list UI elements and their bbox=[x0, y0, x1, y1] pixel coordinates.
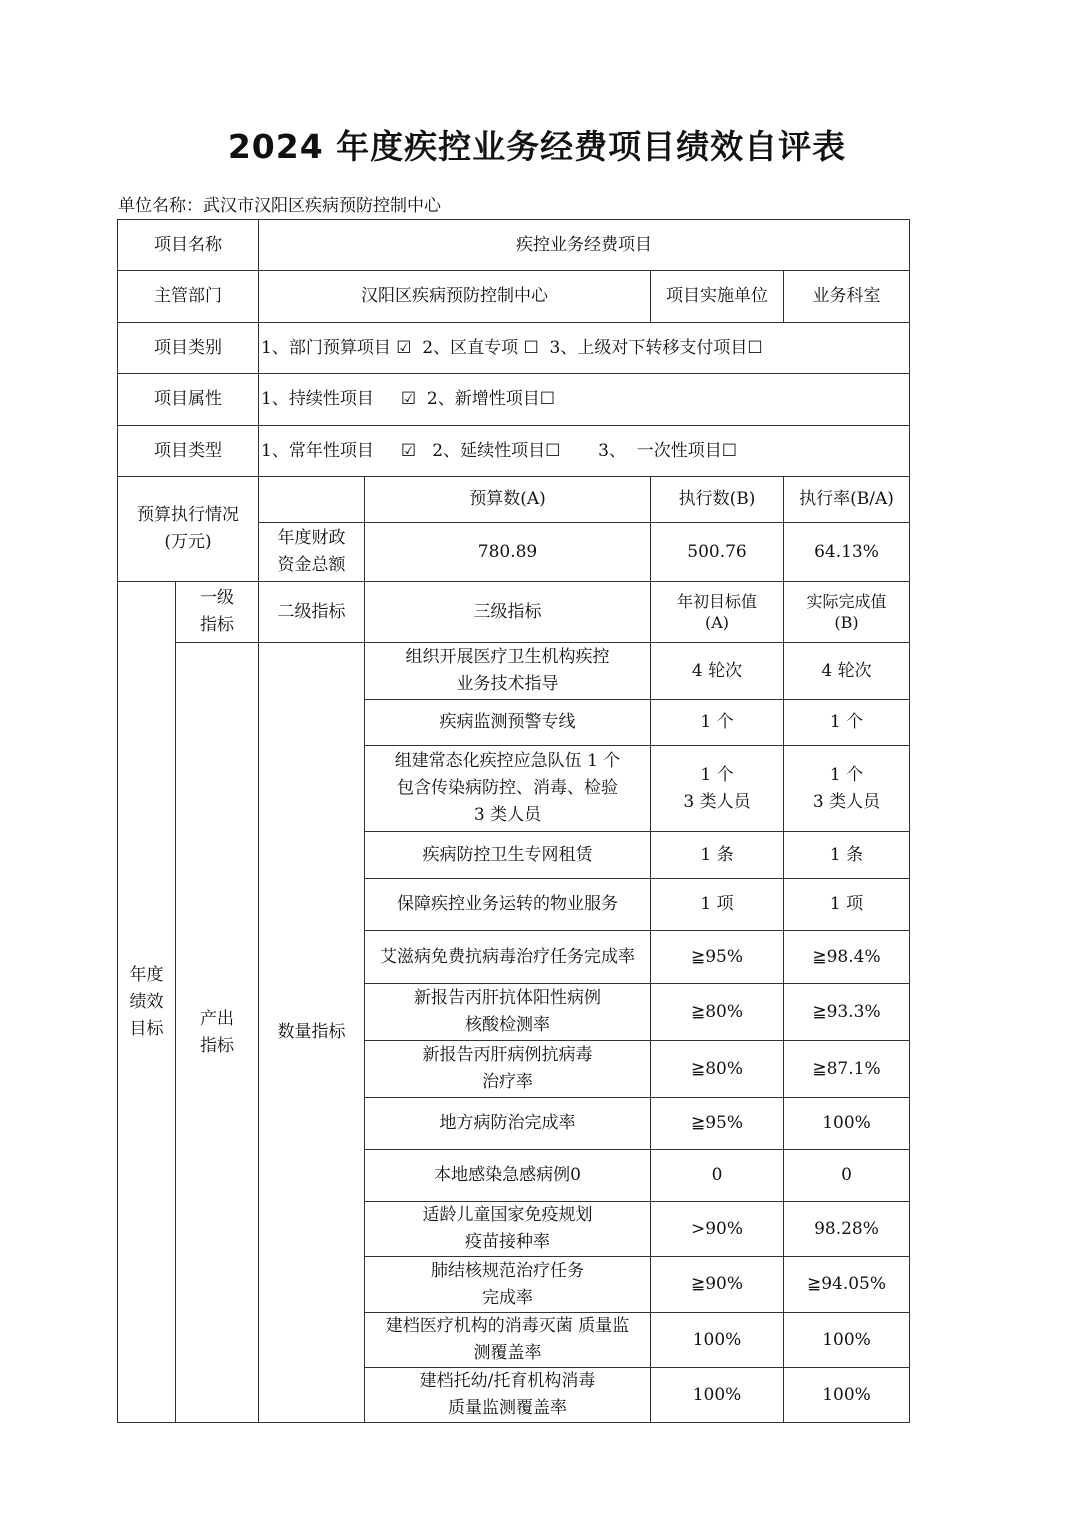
type-label: 项目类型 bbox=[118, 426, 259, 477]
budget-row-label: 年度财政 资金总额 bbox=[259, 523, 365, 582]
indicator-target: ≧95% bbox=[651, 931, 784, 984]
col-budget-amount: 预算数(A) bbox=[365, 477, 651, 523]
indicator-name: 肺结核规范治疗任务 完成率 bbox=[365, 1257, 651, 1313]
row-department bbox=[118, 271, 910, 323]
indicator-target: 1 项 bbox=[651, 879, 784, 931]
col-exec-rate: 执行率(B/A) bbox=[784, 477, 910, 523]
document-title: 2024 年度疾控业务经费项目绩效自评表 bbox=[227, 127, 847, 166]
indicator-target: 1 个 3 类人员 bbox=[651, 746, 784, 832]
indicator-actual: ≧87.1% bbox=[784, 1041, 910, 1098]
header-level1: 一级 指标 bbox=[176, 582, 259, 643]
indicator-actual: 1 条 bbox=[784, 832, 910, 879]
indicator-target: 100% bbox=[651, 1313, 784, 1368]
indicator-target: 1 个 bbox=[651, 700, 784, 746]
header-actual: 实际完成值 (B) bbox=[784, 582, 910, 643]
indicator-name: 建档医疗机构的消毒灭菌 质量监 测覆盖率 bbox=[365, 1313, 651, 1368]
indicator-actual: ≧94.05% bbox=[784, 1257, 910, 1313]
indicator-actual: 100% bbox=[784, 1368, 910, 1423]
impl-unit-value: 业务科室 bbox=[784, 271, 910, 323]
indicator-actual: 100% bbox=[784, 1313, 910, 1368]
row-type bbox=[118, 426, 910, 477]
indicator-name: 组建常态化疾控应急队伍 1 个 包含传染病防控、消毒、检验 3 类人员 bbox=[365, 746, 651, 832]
attribute-options: 1、持续性项目 ☑ 2、新增性项目☐ bbox=[259, 374, 910, 426]
indicator-target: 100% bbox=[651, 1368, 784, 1423]
indicator-target: ≧95% bbox=[651, 1098, 784, 1150]
category-label: 项目类别 bbox=[118, 323, 259, 374]
row-indicator-header bbox=[118, 582, 910, 643]
row-attribute bbox=[118, 374, 910, 426]
indicator-name: 艾滋病免费抗病毒治疗任务完成率 bbox=[365, 931, 651, 984]
indicator-name: 保障疾控业务运转的物业服务 bbox=[365, 879, 651, 931]
header-target: 年初目标值 (A) bbox=[651, 582, 784, 643]
col-exec-amount: 执行数(B) bbox=[651, 477, 784, 523]
indicator-target: >90% bbox=[651, 1202, 784, 1257]
level1-indicator: 产出 指标 bbox=[176, 643, 259, 1423]
perf-group-label: 年度 绩效 目标 bbox=[118, 582, 176, 1423]
indicator-actual: 1 个 bbox=[784, 700, 910, 746]
department-label: 主管部门 bbox=[118, 271, 259, 323]
performance-table bbox=[117, 219, 910, 1423]
indicator-actual: 0 bbox=[784, 1150, 910, 1202]
indicator-actual: ≧93.3% bbox=[784, 984, 910, 1041]
indicator-actual: ≧98.4% bbox=[784, 931, 910, 984]
row-category bbox=[118, 323, 910, 374]
attribute-label: 项目属性 bbox=[118, 374, 259, 426]
department-value: 汉阳区疾病预防控制中心 bbox=[259, 271, 651, 323]
header-level3: 三级指标 bbox=[365, 582, 651, 643]
indicator-actual: 98.28% bbox=[784, 1202, 910, 1257]
indicator-name: 适龄儿童国家免疫规划 疫苗接种率 bbox=[365, 1202, 651, 1257]
indicator-target: 0 bbox=[651, 1150, 784, 1202]
indicator-name: 疾病监测预警专线 bbox=[365, 700, 651, 746]
indicator-target: ≧90% bbox=[651, 1257, 784, 1313]
indicator-target: ≧80% bbox=[651, 984, 784, 1041]
impl-unit-label: 项目实施单位 bbox=[651, 271, 784, 323]
indicator-name: 疾病防控卫生专网租赁 bbox=[365, 832, 651, 879]
header-level2: 二级指标 bbox=[259, 582, 365, 643]
indicator-target: 4 轮次 bbox=[651, 643, 784, 700]
project-name-label: 项目名称 bbox=[118, 220, 259, 271]
category-options: 1、部门预算项目 ☑ 2、区直专项 ☐ 3、上级对下转移支付项目☐ bbox=[259, 323, 910, 374]
indicator-name: 组织开展医疗卫生机构疾控 业务技术指导 bbox=[365, 643, 651, 700]
indicator-actual: 100% bbox=[784, 1098, 910, 1150]
budget-label: 预算执行情况 (万元) bbox=[118, 477, 259, 582]
indicator-name: 建档托幼/托育机构消毒 质量监测覆盖率 bbox=[365, 1368, 651, 1423]
indicator-target: 1 条 bbox=[651, 832, 784, 879]
exec-amount-value: 500.76 bbox=[651, 523, 784, 582]
indicator-name: 本地感染急感病例0 bbox=[365, 1150, 651, 1202]
indicator-actual: 1 项 bbox=[784, 879, 910, 931]
indicator-target: ≧80% bbox=[651, 1041, 784, 1098]
project-name-value: 疾控业务经费项目 bbox=[259, 220, 910, 271]
level2-indicator: 数量指标 bbox=[259, 643, 365, 1423]
indicator-name: 新报告丙肝抗体阳性病例 核酸检测率 bbox=[365, 984, 651, 1041]
indicator-actual: 4 轮次 bbox=[784, 643, 910, 700]
budget-header-blank bbox=[259, 477, 365, 523]
row-project-name bbox=[118, 220, 910, 271]
indicator-actual: 1 个 3 类人员 bbox=[784, 746, 910, 832]
unit-name-line: 单位名称：武汉市汉阳区疾病预防控制中心 bbox=[118, 196, 441, 216]
row-budget-header bbox=[118, 477, 910, 523]
budget-amount-value: 780.89 bbox=[365, 523, 651, 582]
indicator-name: 新报告丙肝病例抗病毒 治疗率 bbox=[365, 1041, 651, 1098]
exec-rate-value: 64.13% bbox=[784, 523, 910, 582]
indicator-name: 地方病防治完成率 bbox=[365, 1098, 651, 1150]
type-options: 1、常年性项目 ☑ 2、延续性项目☐ 3、 一次性项目☐ bbox=[259, 426, 910, 477]
indicator-row bbox=[118, 643, 910, 700]
